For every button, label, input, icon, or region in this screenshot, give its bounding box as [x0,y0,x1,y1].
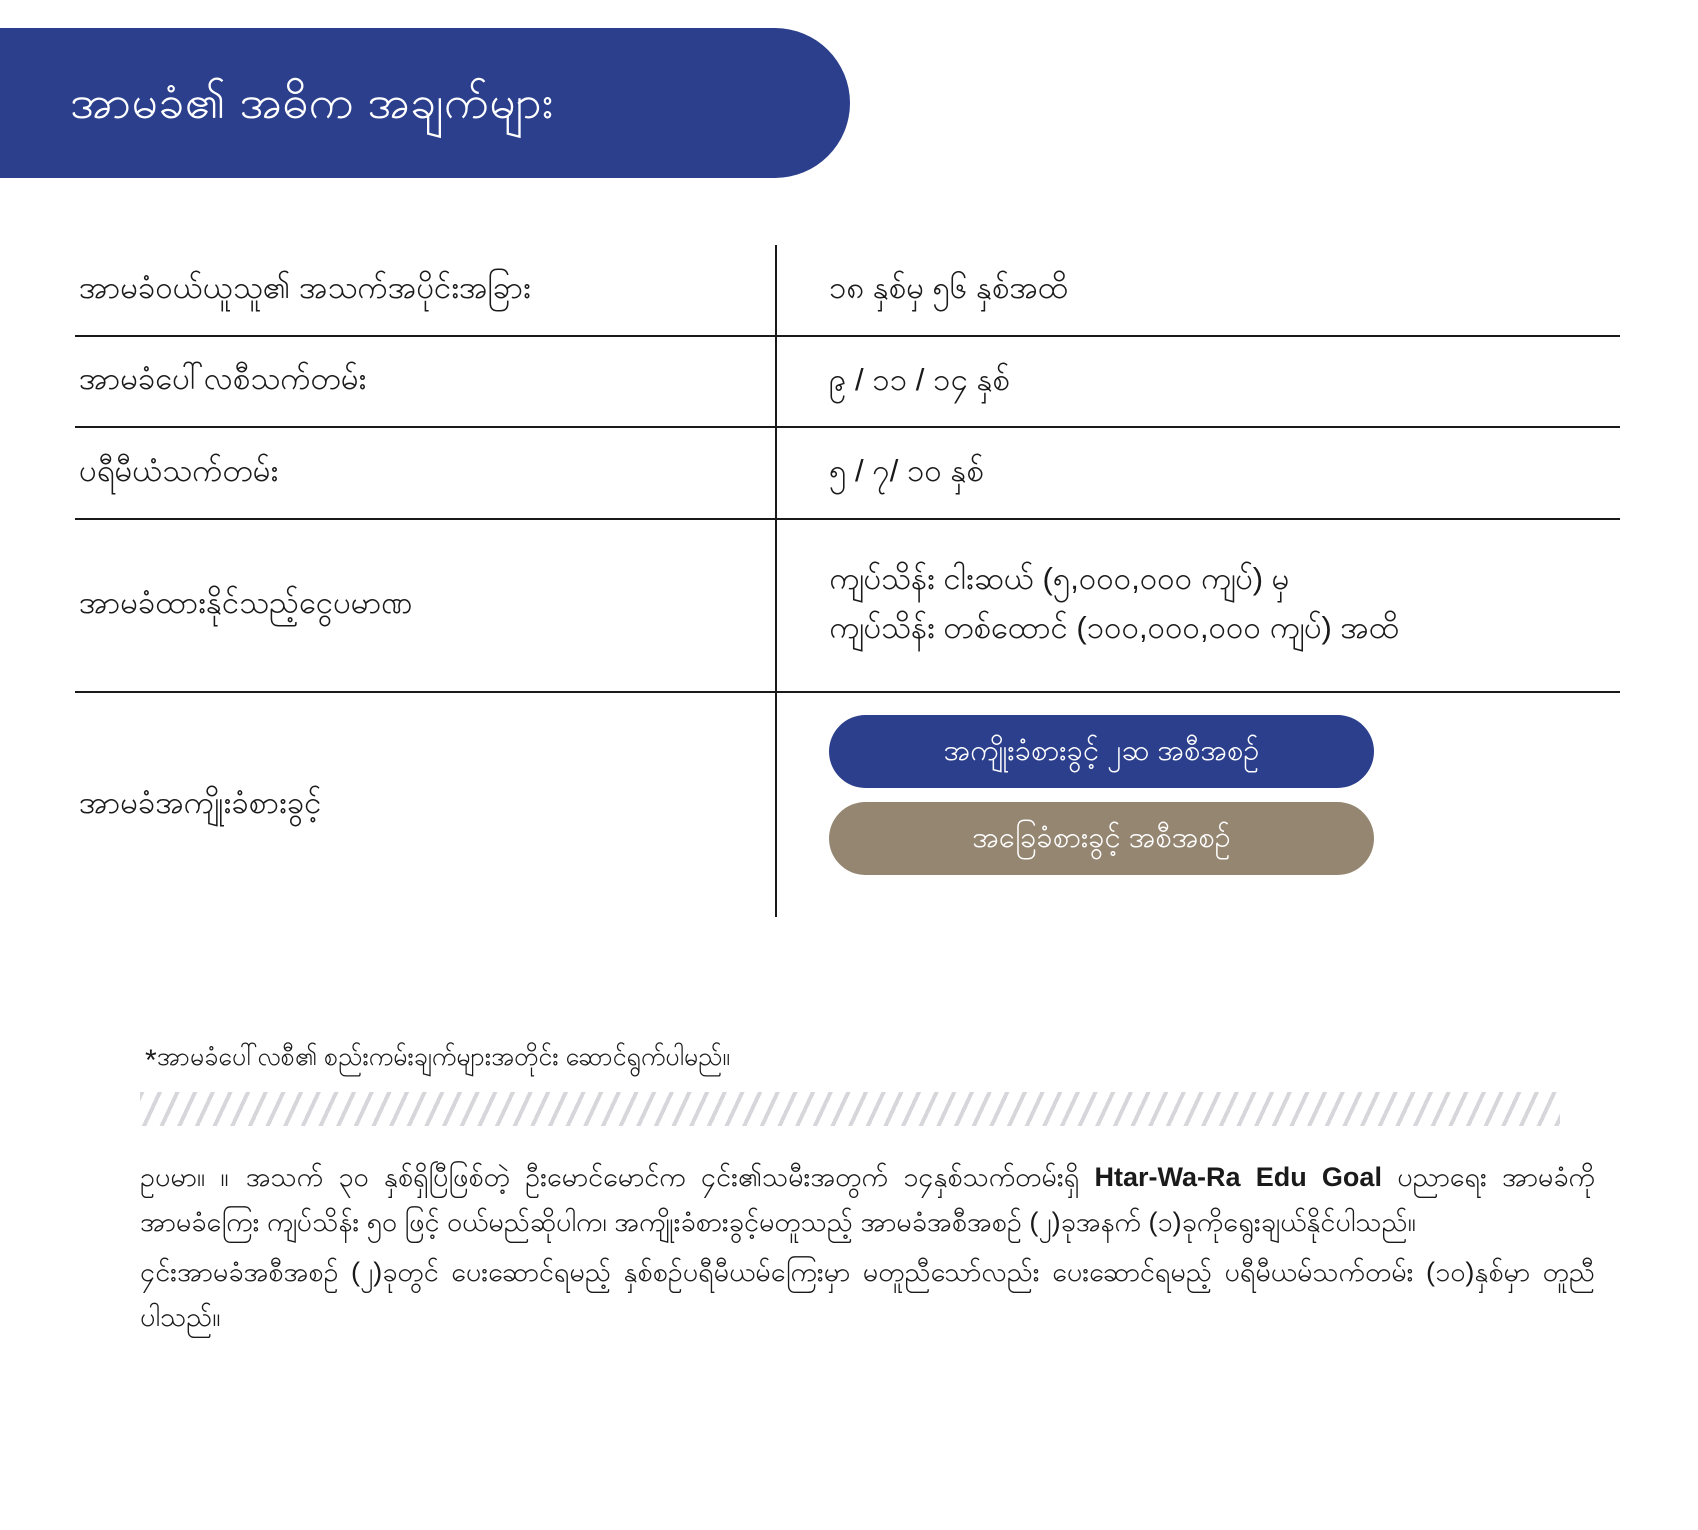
example-line-3: အာမခံအစီအစဉ် (၂)ခုအနက် (၁)ခုကိုရွေးချယ်နိုင်ပါသည်။ [860,1207,1416,1238]
row-value-line: ကျပ်သိန်း တစ်ထောင် (၁၀၀,၀၀၀,၀၀၀ ကျပ်) အထိ [829,610,1399,646]
row-label: အာမခံထားနိုင်သည့်ငွေပမာဏ [79,585,413,621]
benefit-plan-basic-pill[interactable]: အခြေခံစားခွင့် အစီအစဉ် [829,802,1374,875]
footnote-text: အာမခံပေါ်လစီ၏ စည်းကမ်းချက်များအတိုင်း ဆောင်ရွက်ပါမည်။ [156,1043,730,1071]
example-block [140,1155,1595,1344]
insurance-key-facts-table [75,245,1620,917]
example-paragraph-1 [140,1155,1595,1246]
row-value [775,245,1620,335]
example-separator: ။ [220,1162,231,1192]
footnote [145,1040,730,1082]
table-row [75,337,1620,429]
row-value-line: ၅ / ၇/ ၁၀ နှစ် [829,453,984,489]
row-value [775,428,1620,518]
row-label: အာမခံအကျိုးခံစားခွင့် [79,784,322,820]
example-line-4: ၄င်းအာမခံအစီအစဉ် (၂)ခုတွင် ပေးဆောင်ရမည့် နှစ်စဉ်ပရီမီယမ်ကြေးမှာ မတူညီသော်လည်း ပေးဆောင်ရမည့် [140,1256,1212,1287]
benefit-plan-double-pill[interactable]: အကျိုးခံစားခွင့် ၂ဆ အစီအစဉ် [829,715,1374,788]
row-value [775,337,1620,427]
row-value-line: ၉ / ၁၁ / ၁၄ နှစ် [829,361,1010,397]
example-lead-label: ဥပမာ။ [140,1162,206,1192]
example-line-1: အသက် ၃၀ နှစ်ရှိပြီဖြစ်တဲ့ ဦးမောင်မောင်က ၄င်း၏သမီးအတွက် ၁၄နှစ်သက်တမ်းရှိ [245,1162,1080,1192]
table-row [75,428,1620,520]
hatched-divider [140,1092,1560,1126]
table-row-benefits [75,693,1620,917]
page-header-banner [0,28,850,178]
footnote-asterisk: * [145,1044,157,1077]
row-value [775,520,1620,691]
row-value-line: ကျပ်သိန်း ငါးဆယ် (၅,၀၀၀,၀၀၀ ကျပ်) မှ [829,560,1290,596]
example-line-5: ပရီမီယမ်သက်တမ်း (၁၀)နှစ်မှာ တူညီပါသည်။ [140,1256,1595,1333]
product-name-part-2: Edu Goal [1255,1162,1382,1192]
product-name-part-1: Htar-Wa-Ra [1094,1162,1241,1192]
row-label: ပရီမီယံသက်တမ်း [79,452,279,488]
example-paragraph-2 [140,1250,1595,1341]
table-row [75,245,1620,337]
example-line-2: ပညာရေး အာမခံကို အာမခံကြေး ကျပ်သိန်း ၅၀ ဖြင့် ဝယ်မည်ဆိုပါက၊ အကျိုးခံစားခွင့်မတူသည့် [140,1162,1595,1238]
row-label: အာမခံပေါ်လစီသက်တမ်း [79,361,367,397]
row-label: အာမခံဝယ်ယူသူ၏ အသက်အပိုင်းအခြား [79,269,531,305]
page-title: အာမခံ၏ အဓိက အချက်များ [70,76,554,129]
row-value [775,693,1620,917]
table-row [75,520,1620,693]
row-value-line: ၁၈ နှစ်မှ ၅၆ နှစ်အထိ [829,270,1068,305]
